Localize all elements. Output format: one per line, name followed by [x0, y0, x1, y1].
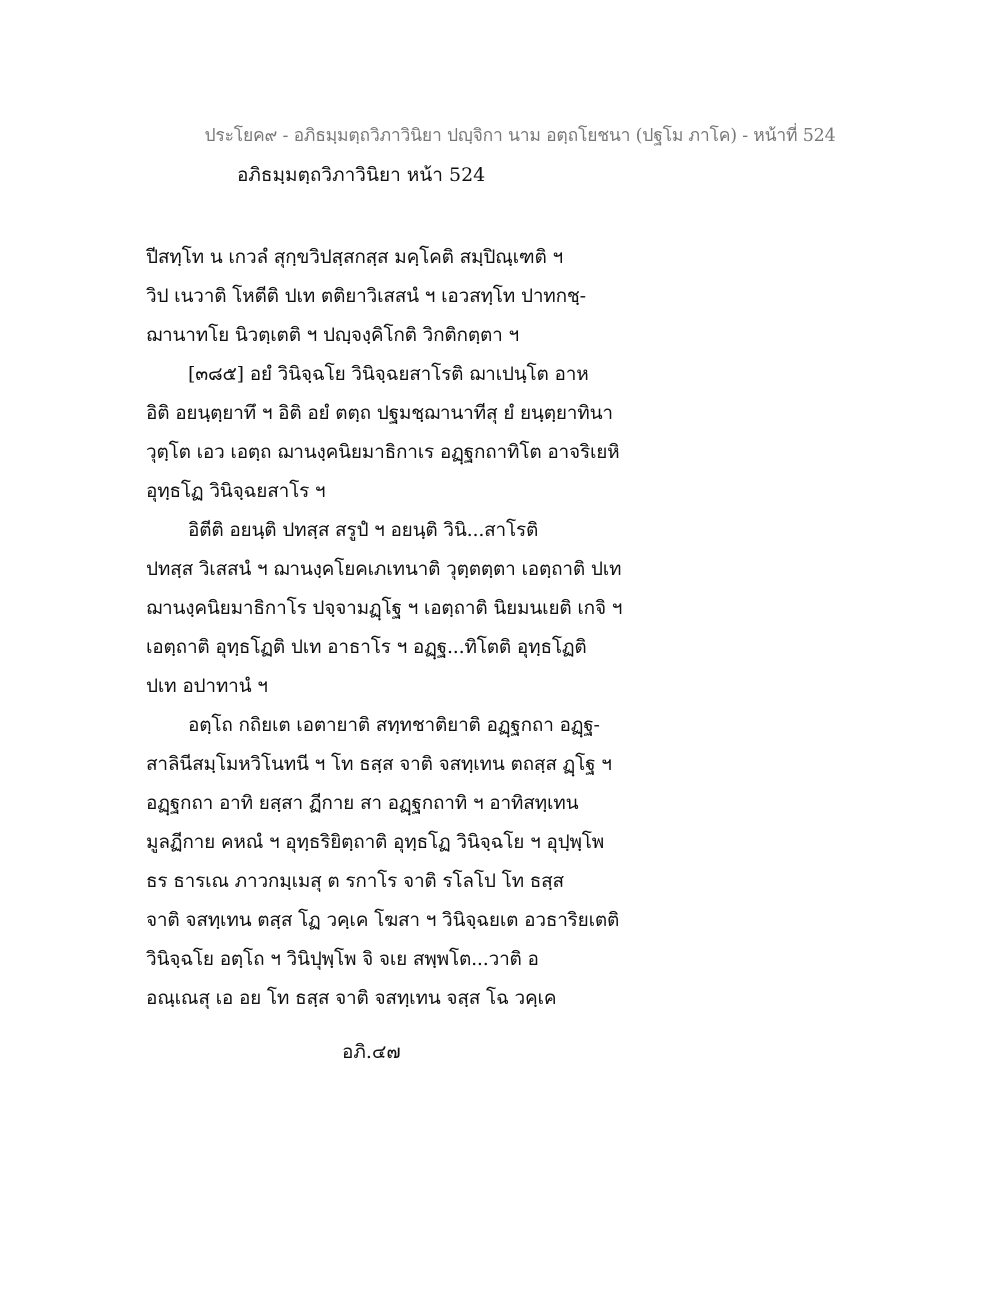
page-heading: อภิธมฺมตฺถวิภาวินิยา หน้า 524	[237, 164, 486, 186]
text-line: จาติ จสทฺเทน ตสฺส โฏ วคฺเค โฆสา ฯ วินิจฺฉยเต อวธาริยเตติ	[146, 909, 620, 931]
text-line: มูลฏีกาย คหณํ ฯ อุทฺธริยิตฺถาติ อุทฺธโฏ วินิจฺฉโย ฯ อุปฺพฺโพ	[146, 831, 605, 853]
text-line: ปเท อปาทานํ ฯ	[146, 675, 268, 697]
text-line: ธร ธารเณ ภาวกมฺเมสุ ต รกาโร จาติ รโลโป โท ธสฺส	[146, 870, 564, 892]
text-line: อณฺเณสุ เอ อย โท ธสฺส จาติ จสทฺเทน จสฺส โฉ วคฺเค	[146, 987, 557, 1009]
text-line: อิติ อยนฺตฺยาทึ ฯ อิติ อยํ ตตฺถ ปฐมชฺฌานาทีสุ ยํ ยนฺตฺยาทินา	[146, 402, 613, 424]
text-line: ปทสฺส วิเสสนํ ฯ ฌานงฺคโยคเภเทนาติ วุตฺตตฺตา เอตฺถาติ ปเท	[146, 558, 622, 580]
page-folio: อภิ.๔๗	[342, 1041, 401, 1063]
running-header: ประโยค๙ - อภิธมฺมตฺถวิภาวินิยา ปญฺจิกา นาม อตฺถโยชนา (ปฐโม ภาโค) - หน้าที่ 524	[204, 126, 836, 146]
paragraph-start-line: [๓๘๕] อยํ วินิจฺฉโย วินิจฺฉยสาโรติ ฌาเปนฺโต อาห	[188, 363, 589, 385]
text-line: ปีสทฺโท น เกวลํ สุกฺขวิปสฺสกสฺส มคฺโคติ สมฺปิณฺเฑติ ฯ	[146, 246, 563, 268]
text-line: ฌานงฺคนิยมาธิกาโร ปจฺจามฏฺโฐ ฯ เอตฺถาติ นิยมนเยติ เกจิ ฯ	[146, 597, 623, 619]
body-text	[146, 238, 706, 1018]
text-line: วุตฺโต เอว เอตฺถ ฌานงฺคนิยมาธิกาเร อฏฺฐกถาทิโต อาจริเยหิ	[146, 441, 620, 463]
text-line: วินิจฺฉโย อตฺโถ ฯ วินิปุพฺโพ จิ จเย สพฺพโต...วาติ อ	[146, 948, 539, 970]
text-line: ฌานาทโย นิวตฺเตติ ฯ ปญฺจงฺคิโกติ วิกติกตฺตา ฯ	[146, 324, 519, 346]
text-line: อุทฺธโฏ วินิจฺฉยสาโร ฯ	[146, 480, 326, 502]
text-line: อฏฺฐกถา อาทิ ยสฺสา ฏีกาย สา อฏฺฐกถาทิ ฯ อาทิสทฺเทน	[146, 792, 579, 814]
text-line: เอตฺถาติ อุทฺธโฏติ ปเท อาธาโร ฯ อฏฺฐ...ทิโตติ อุทฺธโฏติ	[146, 636, 587, 658]
paragraph-start-line: อิตีติ อยนฺติ ปทสฺส สรูปํ ฯ อยนฺติ วินิ...สาโรติ	[188, 519, 539, 541]
text-line: สาลินีสมฺโมหวิโนทนี ฯ โท ธสฺส จาติ จสทฺเทน ตถสฺส ฏฺโฐ ฯ	[146, 753, 612, 775]
text-line: วิป เนวาติ โหตีติ ปเท ตติยาวิเสสนํ ฯ เอวสทฺโท ปาทกชฺ-	[146, 285, 586, 307]
paragraph-start-line: อตฺโถ กถิยเต เอตายาติ สทฺทชาติยาติ อฏฺฐกถา อฏฺฐ-	[188, 714, 600, 736]
